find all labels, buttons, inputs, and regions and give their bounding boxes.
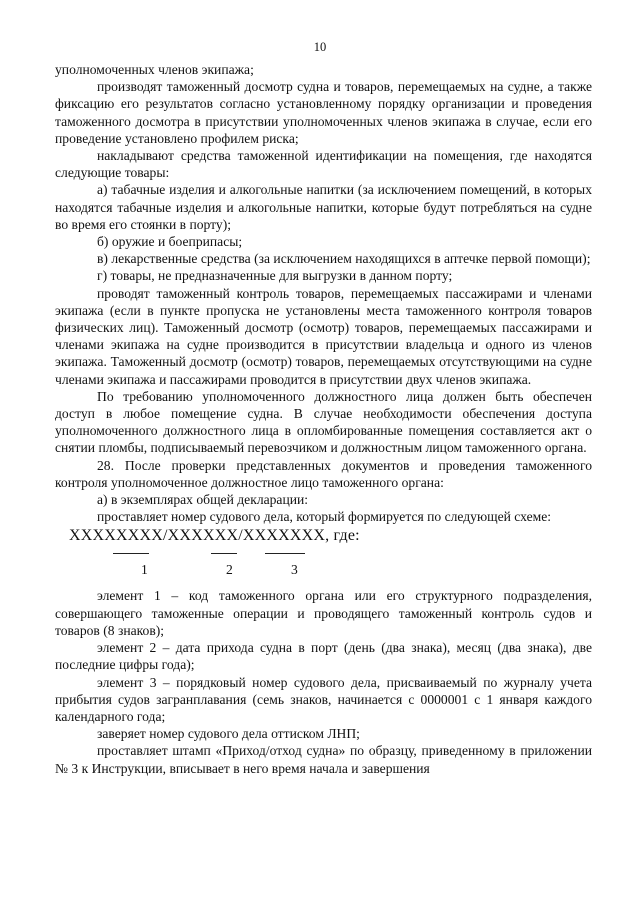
paragraph: заверяет номер судового дела оттиском ЛНП; xyxy=(97,726,360,742)
paragraph: проставляет штамп «Приход/отход судна» по образцу, приведенному в приложении № 3 к Инструкции, вписывает в него время начала и завершения xyxy=(55,743,592,776)
paragraph: г) товары, не предназначенные для выгрузки в данном порту; xyxy=(97,268,453,284)
case-number-scheme: XXXXXXXX/XXXXXX/XXXXXXX, где: xyxy=(69,527,360,545)
paragraph: По требованию уполномоченного должностного лица должен быть обеспечен доступ в любое помещение судна. В случае необходимости обеспечения доступа уполномоченного должностного лица в опломбированные помещения составляется акт о снятии пломбы, подписываемый перевозчиком и должностным лицом таможенного органа. xyxy=(55,388,592,456)
paragraph: в) лекарственные средства (за исключением находящихся в аптечке первой помощи); xyxy=(97,251,591,267)
paragraph: проставляет номер судового дела, который формируется по следующей схеме: xyxy=(97,509,552,525)
paragraph: проводят таможенный контроль товаров, перемещаемых пассажирами и членами экипажа (если в пункте пропуска не установлены места таможенного контроля товаров физических лиц). Таможенный досмотр (осмотр) товаров, перемещаемых пассажирами и членами экипажа на судне производится в присутствии владельца и одного из членов экипажа. Таможенный досмотр (осмотр) товаров, перемещаемых отсутствующими на судне членами экипажа и пассажирами проводится в присутствии двух членов экипажа. xyxy=(55,285,592,387)
page-number: 10 xyxy=(313,40,327,54)
paragraph: а) табачные изделия и алкогольные напитки (за исключением помещений, в которых находятся табачные изделия и алкогольные напитки, которые будут потребляться на судне во время его стоянки в порту); xyxy=(55,182,592,232)
paragraph: уполномоченных членов экипажа; xyxy=(55,62,254,77)
element-3-label: 3 xyxy=(291,562,298,578)
document-body xyxy=(55,61,592,777)
paragraph: элемент 1 – код таможенного органа или его структурного подразделения, совершающего таможенные операции и проводящего таможенный контроль судов и товаров (8 знаков); xyxy=(55,588,592,638)
paragraph: а) в экземплярах общей декларации: xyxy=(97,492,309,508)
paragraph: б) оружие и боеприпасы; xyxy=(97,234,243,250)
paragraph: накладывают средства таможенной идентификации на помещения, где находятся следующие товары: xyxy=(55,148,592,181)
element-3-underline xyxy=(265,553,305,554)
paragraph: элемент 3 – порядковый номер судового дела, присваиваемый по журналу учета прибытия судов загранплавания (семь знаков, начинается с 0000001 с 1 января каждого календарного года; xyxy=(55,674,592,724)
element-2-label: 2 xyxy=(226,562,233,578)
element-1-underline xyxy=(113,553,149,554)
element-2-underline xyxy=(211,553,237,554)
element-1-label: 1 xyxy=(141,562,148,578)
paragraph: производят таможенный досмотр судна и товаров, перемещаемых на судне, а также фиксацию его результатов согласно установленному порядку организации и проведения таможенного досмотра в присутствии уполномоченных членов экипажа в случае, если его проведение установлено профилем риска; xyxy=(55,79,592,146)
paragraph: 28. После проверки представленных документов и проведения таможенного контроля уполномоченное должностное лицо таможенного органа: xyxy=(55,457,592,490)
scheme-element-markers xyxy=(55,547,592,587)
paragraph: элемент 2 – дата прихода судна в порт (день (два знака), месяц (два знака), две последние цифры года); xyxy=(55,640,592,673)
